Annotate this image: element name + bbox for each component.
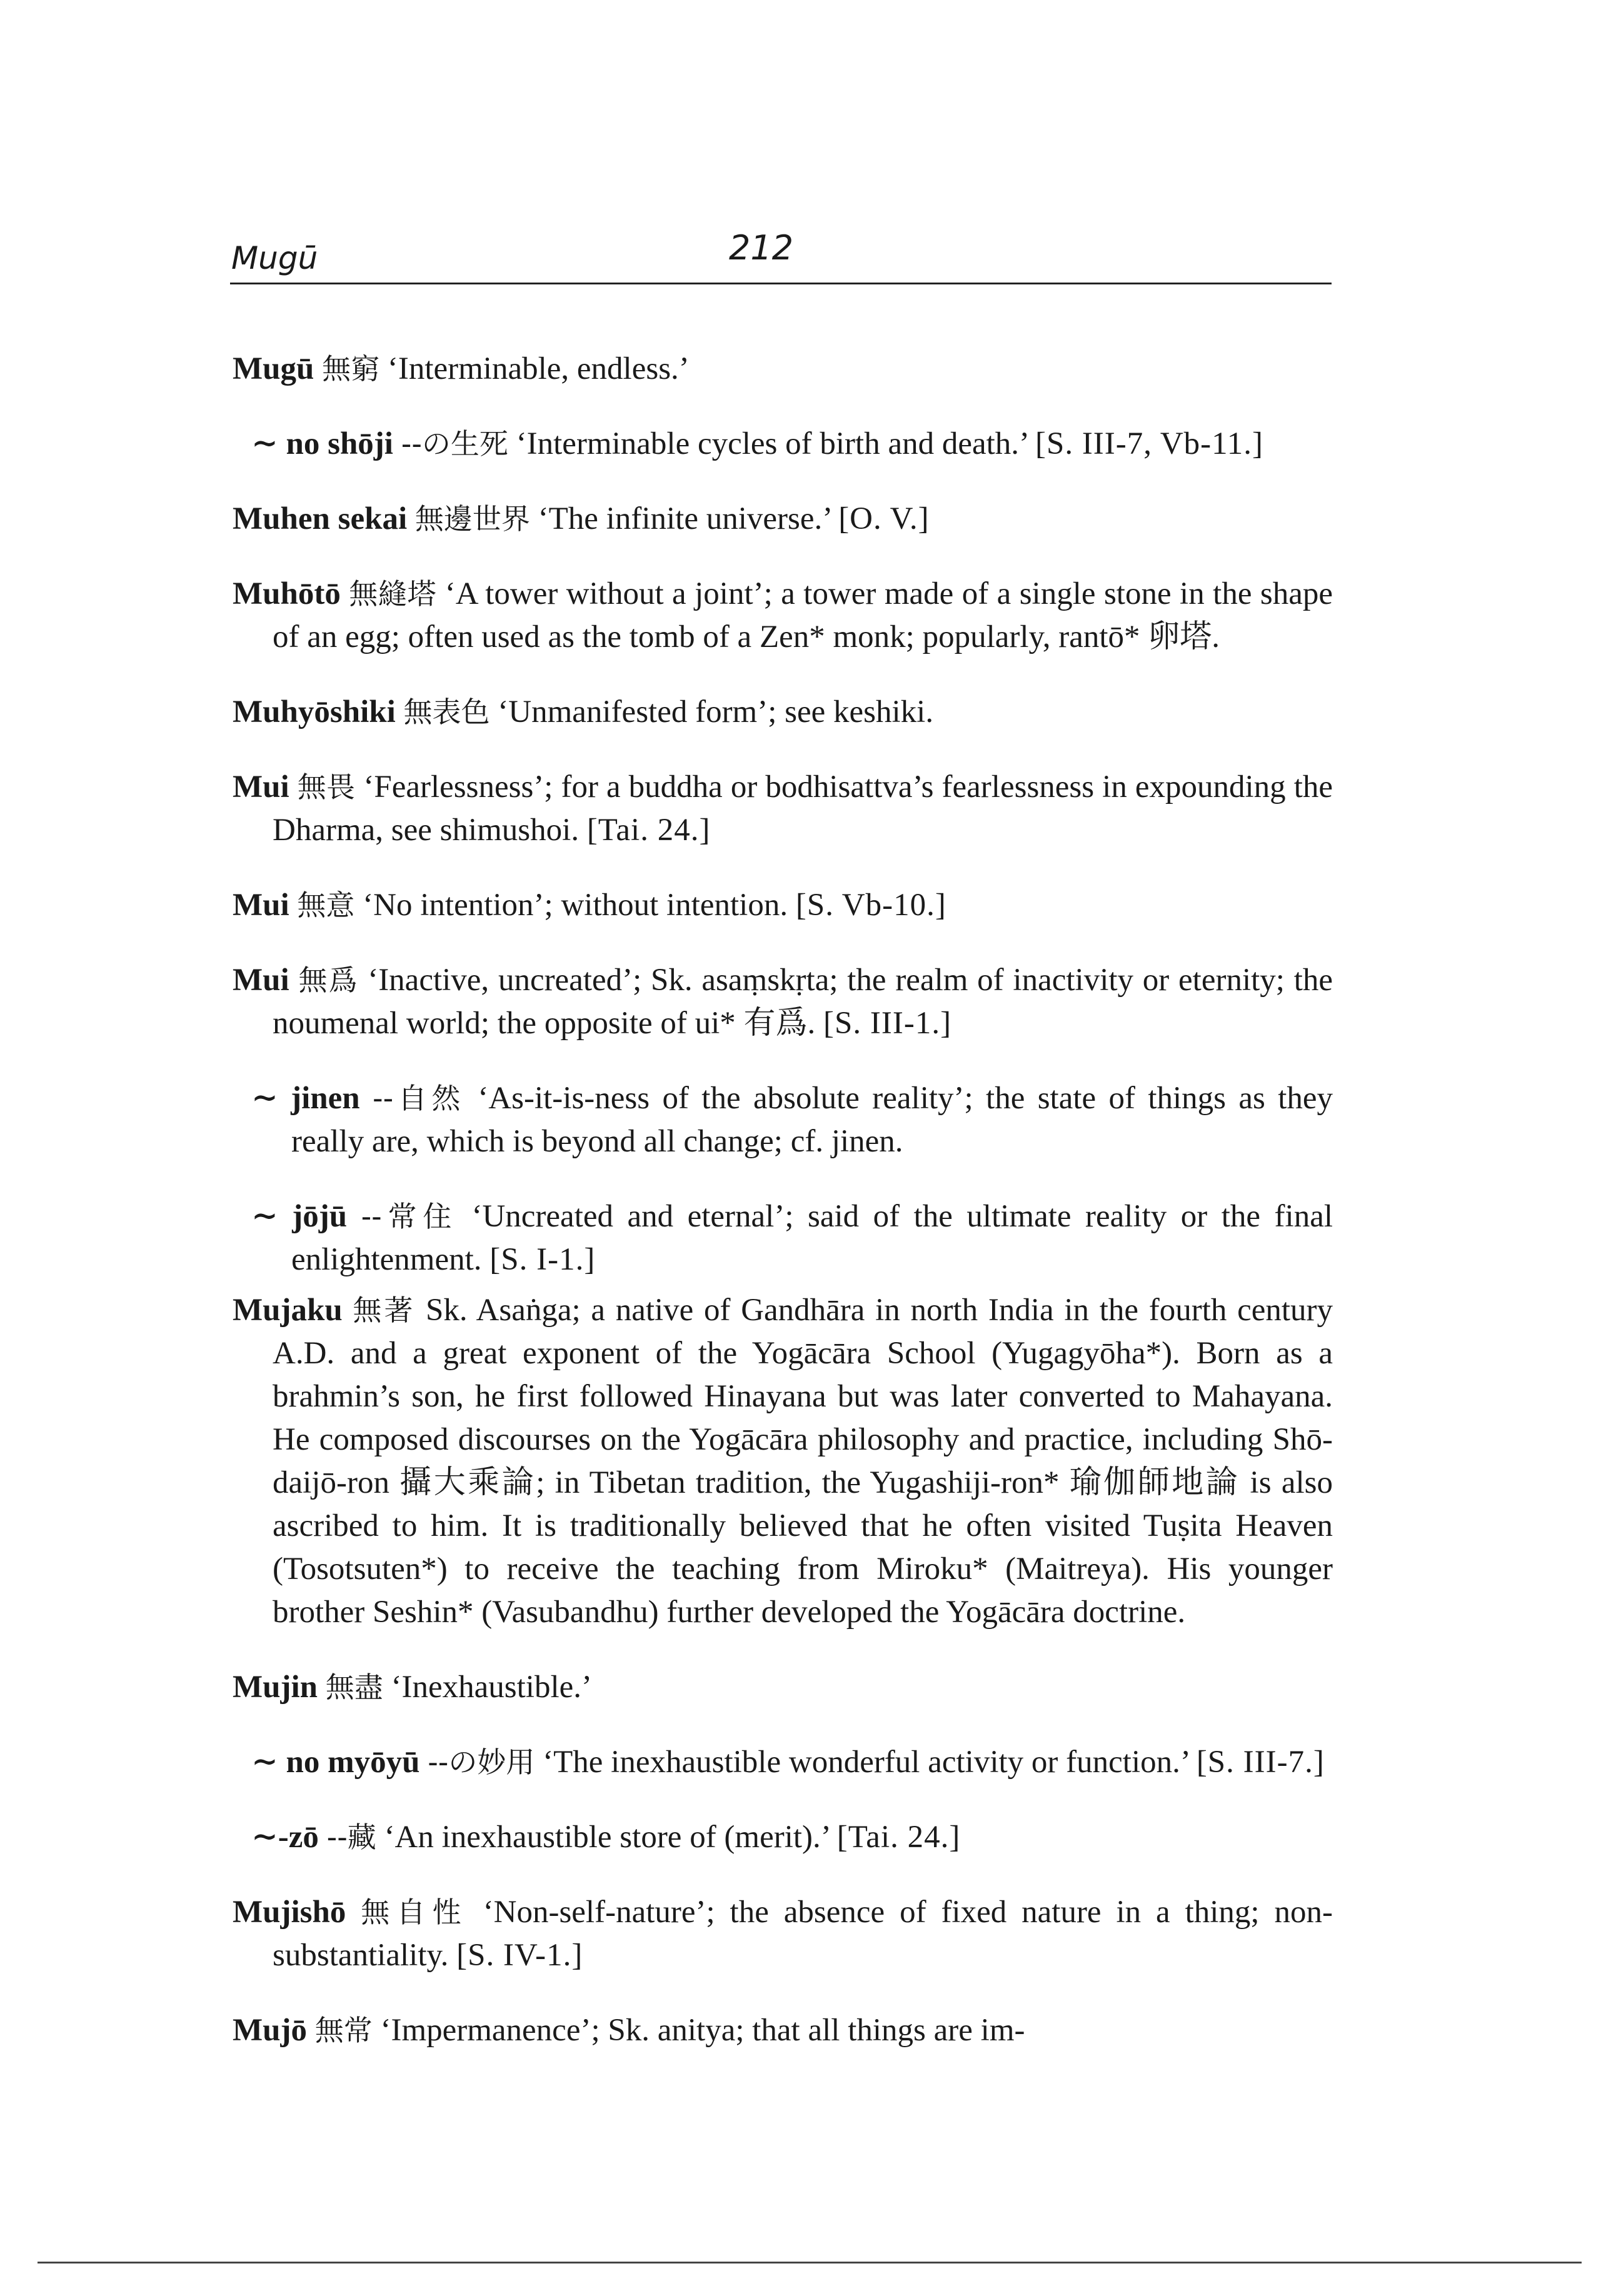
kanji: 無意 bbox=[297, 888, 355, 922]
headword: ∼-zō bbox=[251, 1820, 319, 1855]
headword: Mui bbox=[233, 963, 289, 998]
entry-muhyoshiki bbox=[233, 691, 1333, 734]
headword: Muhōtō bbox=[233, 576, 341, 611]
source-reference: [S. III-7.] bbox=[1196, 1745, 1325, 1780]
headword: ∼ no shōji bbox=[251, 426, 393, 461]
running-head-word: Mugū bbox=[231, 240, 318, 276]
definition: ‘Interminable cycles of birth and death.’ bbox=[516, 426, 1028, 461]
headword: Muhen sekai bbox=[233, 501, 408, 536]
headword: ∼ no myōyū bbox=[251, 1745, 420, 1780]
kanji: 無畏 bbox=[297, 770, 356, 804]
definition: ‘Fearlessness’; for a buddha or bodhisattva’s fearlessness in expounding the Dharma, see shimushoi. bbox=[273, 770, 1333, 848]
entry-mui-intention bbox=[233, 884, 1333, 927]
kanji: 無爲 bbox=[298, 963, 359, 997]
headword: Mujaku bbox=[233, 1293, 343, 1328]
headword: Mujishō bbox=[233, 1895, 346, 1930]
headword: Mui bbox=[233, 888, 289, 923]
kanji: 無邊世界 bbox=[414, 502, 530, 536]
definition: ‘The infinite universe.’ bbox=[538, 501, 831, 536]
header-rule bbox=[230, 283, 1332, 284]
entry-mujin-zo bbox=[251, 1816, 1333, 1859]
definition: ‘Inactive, uncreated’; Sk. asaṃskṛta; the realm of inactivity or eternity; the noumenal world; the opposite of ui* 有爲. bbox=[273, 963, 1333, 1041]
source-reference: [O. V.] bbox=[838, 501, 930, 536]
headword: ∼ jinen bbox=[251, 1081, 360, 1116]
entry-mui-inactive bbox=[233, 959, 1333, 1045]
kanji: --の妙用 bbox=[428, 1745, 535, 1779]
entry-mugu-no-shoji bbox=[251, 423, 1333, 466]
entry-mujaku bbox=[233, 1289, 1333, 1634]
definition: Sk. Asaṅga; a native of Gandhāra in north India in the fourth century A.D. and a great exponent of the Yogācāra School (Yugagyōha*). Born as a brahmin’s son, he first followed Hinayana but was later converted to Mahayana. He composed discourses on the Yogācāra philosophy and practice, including Shō-daijō-ron 攝大乘論; in Tibetan tradition, the Yugashiji-ron* 瑜伽師地論 is also ascribed to him. It is traditionally believed that he often visited Tuṣita Heaven (Tosotsuten*) to receive the teaching from Miroku* (Maitreya). His younger brother Seshin* (Vasubandhu) further developed the Yogācāra doctrine. bbox=[273, 1293, 1333, 1630]
kanji: --自然 bbox=[372, 1081, 465, 1115]
kanji: 無著 bbox=[353, 1293, 416, 1327]
source-reference: [S. III-1.] bbox=[823, 1006, 952, 1041]
kanji: 無表色 bbox=[403, 695, 490, 729]
source-reference: [Tai. 24.] bbox=[586, 813, 711, 848]
definition: ‘Unmanifested form’; see keshiki. bbox=[498, 694, 934, 729]
definition: ‘Interminable, endless.’ bbox=[387, 351, 690, 386]
headword: Mujin bbox=[233, 1670, 318, 1705]
source-reference: [S. III-7, Vb-11.] bbox=[1035, 426, 1263, 461]
headword: ∼ jōjū bbox=[251, 1199, 348, 1234]
definition: ‘Non-self-nature’; the absence of fixed nature in a thing; non-substantiality. bbox=[273, 1895, 1333, 1973]
entry-mujisho bbox=[233, 1891, 1333, 1977]
headword: Mui bbox=[233, 770, 289, 805]
headword: Mujō bbox=[233, 2013, 307, 2048]
entry-mujin-no-myoyu bbox=[251, 1741, 1333, 1784]
kanji: --常住 bbox=[361, 1200, 458, 1233]
headword: Mugū bbox=[233, 351, 314, 386]
source-reference: [S. I-1.] bbox=[489, 1242, 596, 1277]
kanji: 無縫塔 bbox=[349, 577, 437, 611]
definition: ‘Inexhaustible.’ bbox=[391, 1670, 592, 1705]
kanji: 無盡 bbox=[325, 1670, 383, 1704]
definition: ‘A tower without a joint’; a tower made of a single stone in the shape of an egg; often used as the tomb of a Zen* monk; popularly, rantō* 卵塔. bbox=[273, 576, 1333, 654]
entry-muhoto bbox=[233, 573, 1333, 659]
definition: ‘Uncreated and eternal’; said of the ultimate reality or the final enlightenment. bbox=[291, 1199, 1333, 1277]
definition: ‘As-it-is-ness of the absolute reality’; the state of things as they really are, which is beyond all change; cf. jinen. bbox=[291, 1081, 1333, 1159]
running-head bbox=[231, 228, 1332, 284]
bottom-rule bbox=[38, 2262, 1582, 2263]
kanji: --藏 bbox=[326, 1820, 376, 1854]
source-reference: [S. Vb-10.] bbox=[795, 888, 946, 923]
entry-muhen-sekai bbox=[233, 498, 1333, 541]
entry-mugu bbox=[233, 348, 1333, 391]
kanji: 無窮 bbox=[322, 352, 380, 386]
source-reference: [S. IV-1.] bbox=[456, 1938, 583, 1973]
entry-mui-jinen bbox=[251, 1077, 1333, 1163]
entry-mui-joju bbox=[251, 1195, 1333, 1281]
source-reference: [Tai. 24.] bbox=[836, 1820, 961, 1855]
kanji: 無自性 bbox=[361, 1895, 468, 1929]
headword: Muhyōshiki bbox=[233, 694, 396, 729]
page-number: 212 bbox=[729, 228, 794, 268]
definition: ‘Impermanence’; Sk. anitya; that all things are im- bbox=[380, 2013, 1025, 2048]
entry-list bbox=[233, 316, 1333, 2057]
definition: ‘An inexhaustible store of (merit).’ bbox=[384, 1820, 829, 1855]
definition: ‘The inexhaustible wonderful activity or function.’ bbox=[543, 1745, 1189, 1780]
kanji: --の生死 bbox=[401, 427, 508, 461]
definition: ‘No intention’; without intention. bbox=[363, 888, 788, 923]
entry-mujo bbox=[233, 2009, 1333, 2052]
entry-mui-fearlessness bbox=[233, 766, 1333, 852]
kanji: 無常 bbox=[314, 2013, 373, 2047]
entry-mujin bbox=[233, 1666, 1333, 1709]
